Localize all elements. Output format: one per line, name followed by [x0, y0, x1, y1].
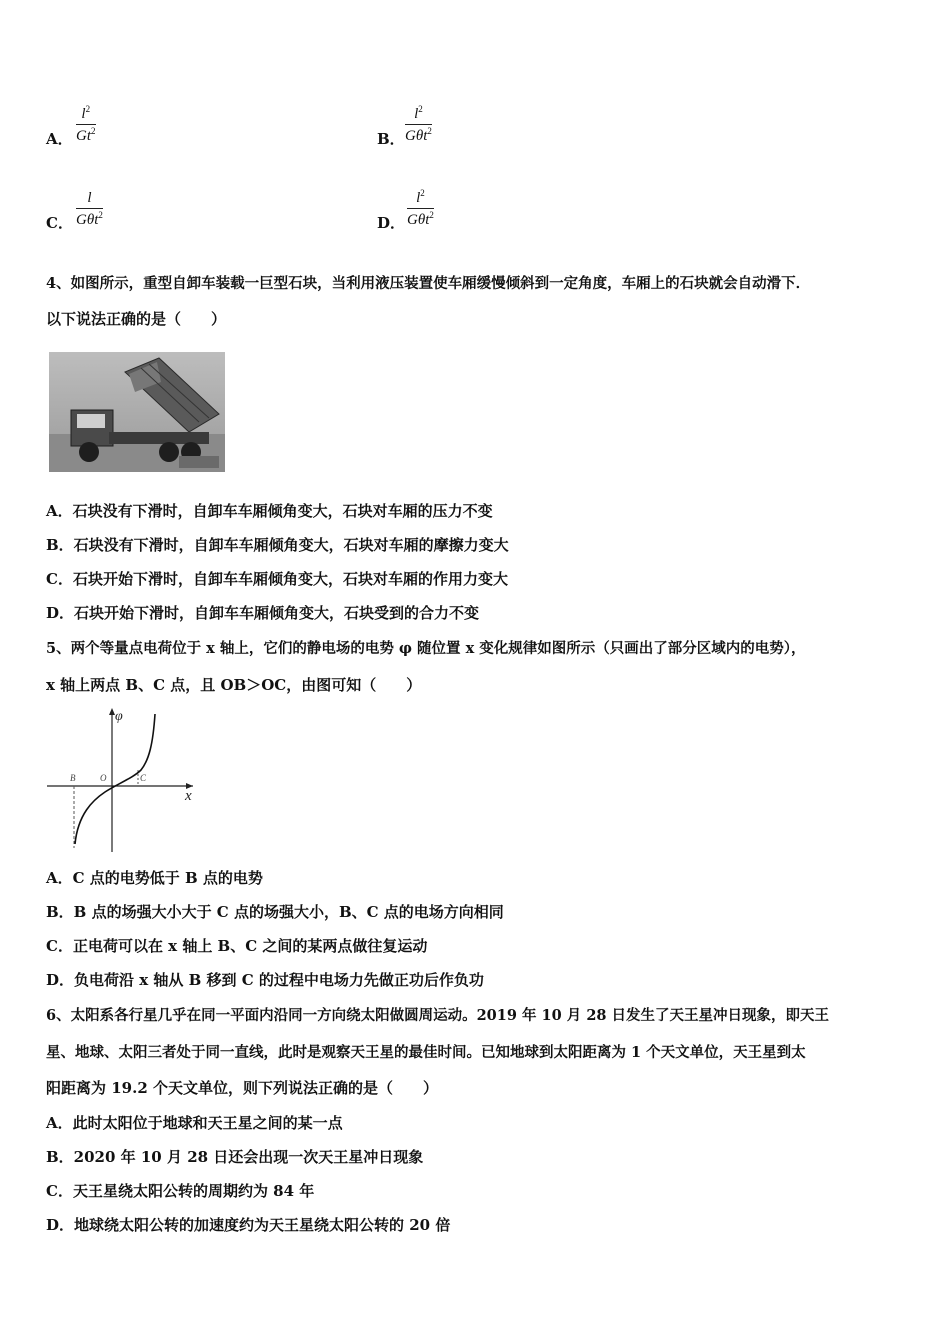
q4-option-a: A．石块没有下滑时，自卸车车厢倾角变大，石块对车厢的压力不变: [46, 502, 493, 520]
q4-option-c: C．石块开始下滑时，自卸车车厢倾角变大，石块对车厢的作用力变大: [46, 570, 508, 588]
q5-option-c: C．正电荷可以在 x 轴上 B、C 之间的某两点做往复运动: [46, 937, 428, 955]
q6-stem-line3: 阳距离为 19.2 个天文单位，则下列说法正确的是（ ）: [46, 1079, 438, 1097]
q3-option-c-label: C．: [46, 214, 73, 232]
x-label: x: [185, 788, 192, 804]
q3-option-d-label: D．: [377, 214, 406, 232]
q4-option-d: D．石块开始下滑时，自卸车车厢倾角变大，石块受到的合力不变: [46, 604, 480, 622]
q4-option-b: B．石块没有下滑时，自卸车车厢倾角变大，石块对车厢的摩擦力变大: [46, 536, 509, 554]
q5-option-a: A．C 点的电势低于 B 点的电势: [46, 869, 263, 887]
dump-truck-photo: [49, 352, 225, 472]
q5-stem-line1: 5、两个等量点电荷位于 x 轴上，它们的静电场的电势 φ 随位置 x 变化规律如图所示（只画出了部分区域内的电势），: [46, 640, 806, 657]
q6-option-d: D．地球绕太阳公转的加速度约为天王星绕太阳公转的 20 倍: [46, 1216, 451, 1234]
phi-label: φ: [115, 709, 123, 724]
q5-stem-line2: x 轴上两点 B、C 点，且 OB＞OC，由图可知（ ）: [46, 676, 422, 694]
q4-stem-line1: 4、如图所示，重型自卸车装载一巨型石块，当利用液压装置使车厢缓慢倾斜到一定角度，车厢上的石块就会自动滑下．: [46, 275, 811, 292]
q5-option-b: B．B 点的场强大小大于 C 点的场强大小，B、C 点的电场方向相同: [46, 903, 504, 921]
q6-stem-line2: 星、地球、太阳三者处于同一直线，此时是观察天王星的最佳时间。已知地球到太阳距离为 1 个天文单位，天王星到太: [46, 1044, 806, 1061]
q3-option-a-fraction: $\frac{l^2}{Gt^2}$: [76, 104, 96, 144]
q3-option-d-fraction: $l^2$ Gθt$^2$: [407, 188, 434, 228]
q3-option-b-label: B．: [377, 130, 405, 148]
q6-option-c: C．天王星绕太阳公转的周期约为 84 年: [46, 1182, 315, 1200]
q6-stem-line1: 6、太阳系各行星几乎在同一平面内沿同一方向绕太阳做圆周运动。2019 年 10 月 28 日发生了天王星冲日现象，即天王: [46, 1007, 830, 1024]
o-label: O: [100, 773, 107, 783]
q6-option-a: A．此时太阳位于地球和天王星之间的某一点: [46, 1114, 343, 1132]
b-label: B: [70, 773, 76, 783]
q3-option-a-label: A．: [46, 130, 73, 148]
q5-option-d: D．负电荷沿 x 轴从 B 移到 C 的过程中电场力先做正功后作负功: [46, 971, 484, 989]
q6-option-b: B．2020 年 10 月 28 日还会出现一次天王星冲日现象: [46, 1148, 424, 1166]
potential-graph: [45, 704, 197, 854]
c-label: C: [140, 773, 147, 783]
q3-option-b-fraction: $l^2$ Gθt$^2$: [405, 104, 432, 144]
q3-option-c-fraction: l Gθt$^2$: [76, 190, 103, 228]
q4-stem-line2: 以下说法正确的是（ ）: [46, 310, 227, 328]
